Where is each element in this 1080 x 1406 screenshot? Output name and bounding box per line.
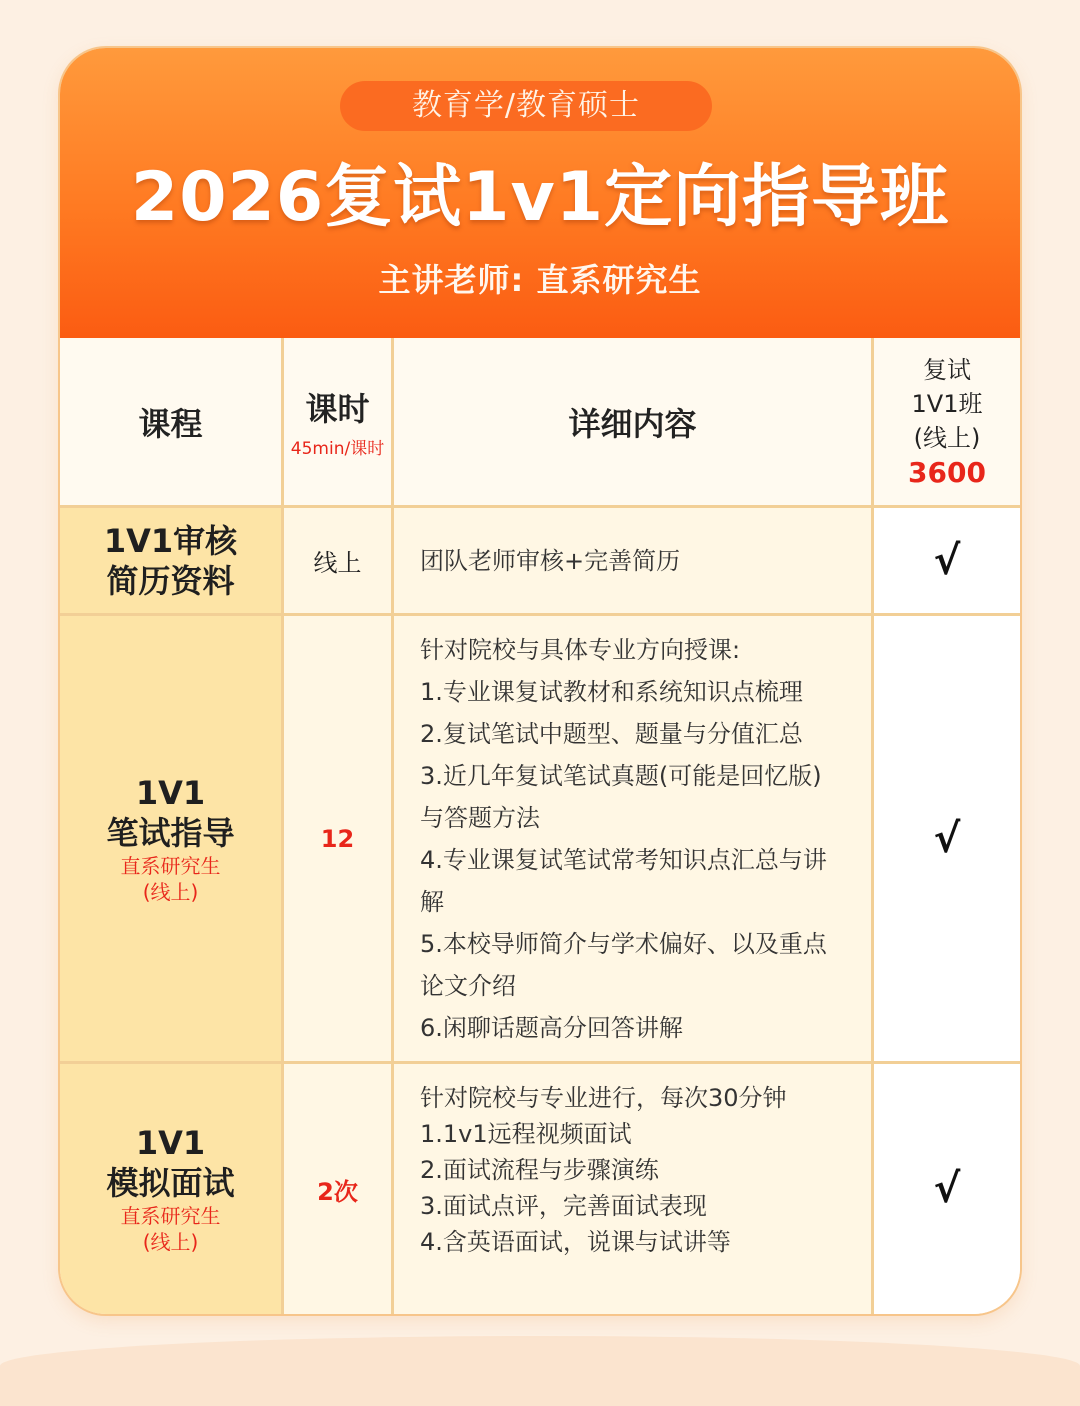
page-title: 2026复试1v1定向指导班 (130, 158, 950, 237)
row2-course-sub1: 直系研究生 (120, 853, 221, 878)
row2-detail-line: 与答题方法 (420, 803, 540, 832)
header-hours-note: 45min/课时 (290, 439, 385, 459)
row1-hours-cell (284, 508, 394, 616)
header-plan-line2: 1V1班 (911, 389, 983, 418)
header-plan-line3: (线上) (913, 423, 981, 452)
row2-detail-line: 4.专业课复试笔试常考知识点汇总与讲 (420, 845, 827, 874)
row2-course-sub2: (线上) (142, 879, 199, 904)
row2-course-line2: 笔试指导 (106, 813, 235, 852)
course-table (60, 338, 1020, 1314)
row1-check-mark: √ (933, 537, 961, 584)
row3-hours-cell (284, 1064, 394, 1314)
row2-detail-line: 1.专业课复试教材和系统知识点梳理 (420, 677, 803, 706)
row2-detail-line: 针对院校与具体专业方向授课: (420, 635, 741, 664)
row1-check-cell (874, 508, 1020, 616)
subject-pill: 教育学/教育硕士 (340, 81, 712, 131)
row2-detail-line: 5.本校导师简介与学术偏好、以及重点 (420, 929, 827, 958)
row3-course-cell (60, 1064, 284, 1314)
row2-course-line1: 1V1 (135, 773, 206, 812)
row2-hours: 12 (320, 824, 355, 853)
plan-price: 3600 (908, 455, 986, 489)
row3-course-sub2: (线上) (142, 1230, 199, 1254)
row1-course-line2: 简历资料 (106, 561, 235, 600)
header-course: 课程 (138, 404, 203, 443)
row3-check-cell (874, 1064, 1020, 1314)
row2-detail-line: 解 (420, 887, 444, 916)
row3-detail-line: 3.面试点评，完善面试表现 (420, 1192, 707, 1220)
row1-course-line1: 1V1审核 (103, 521, 238, 560)
row3-course-line2: 模拟面试 (106, 1164, 235, 1202)
card-header (60, 48, 1020, 338)
course-card (60, 48, 1020, 1314)
header-plan-line1: 复试 (923, 355, 971, 384)
bottom-decoration (0, 1336, 1080, 1406)
row2-detail-cell (394, 616, 874, 1064)
row2-hours-cell (284, 616, 394, 1064)
row2-check-mark: √ (933, 815, 961, 862)
row2-detail-line: 3.近几年复试笔试真题(可能是回忆版) (420, 761, 822, 790)
row2-detail-line: 论文介绍 (420, 971, 516, 1000)
row1-detail-line: 团队老师审核+完善简历 (420, 546, 681, 575)
header-plan-cell (874, 338, 1020, 508)
row2-check-cell (874, 616, 1020, 1064)
row3-check-mark: √ (933, 1166, 961, 1212)
row3-detail-line: 1.1v1远程视频面试 (420, 1120, 632, 1148)
row3-hours: 2次 (317, 1177, 358, 1206)
teacher-line: 主讲老师: 直系研究生 (378, 261, 702, 299)
header-detail-cell (394, 338, 874, 508)
row3-detail-line: 4.含英语面试，说课与试讲等 (420, 1228, 731, 1256)
row1-detail-cell (394, 508, 874, 616)
header-hours-cell (284, 338, 394, 508)
header-hours: 课时 (305, 390, 370, 428)
row2-course-cell (60, 616, 284, 1064)
row3-detail-line: 2.面试流程与步骤演练 (420, 1156, 659, 1184)
row3-course-line1: 1V1 (135, 1124, 206, 1162)
row3-detail-line: 针对院校与专业进行，每次30分钟 (420, 1084, 787, 1112)
row2-detail-line: 2.复试笔试中题型、题量与分值汇总 (420, 719, 803, 748)
row2-detail-line: 6.闲聊话题高分回答讲解 (420, 1013, 683, 1042)
row3-course-sub1: 直系研究生 (120, 1204, 221, 1228)
row1-course-cell (60, 508, 284, 616)
row1-hours: 线上 (313, 549, 362, 577)
row3-detail-cell (394, 1064, 874, 1314)
header-course-cell (60, 338, 284, 508)
header-detail: 详细内容 (568, 404, 697, 443)
